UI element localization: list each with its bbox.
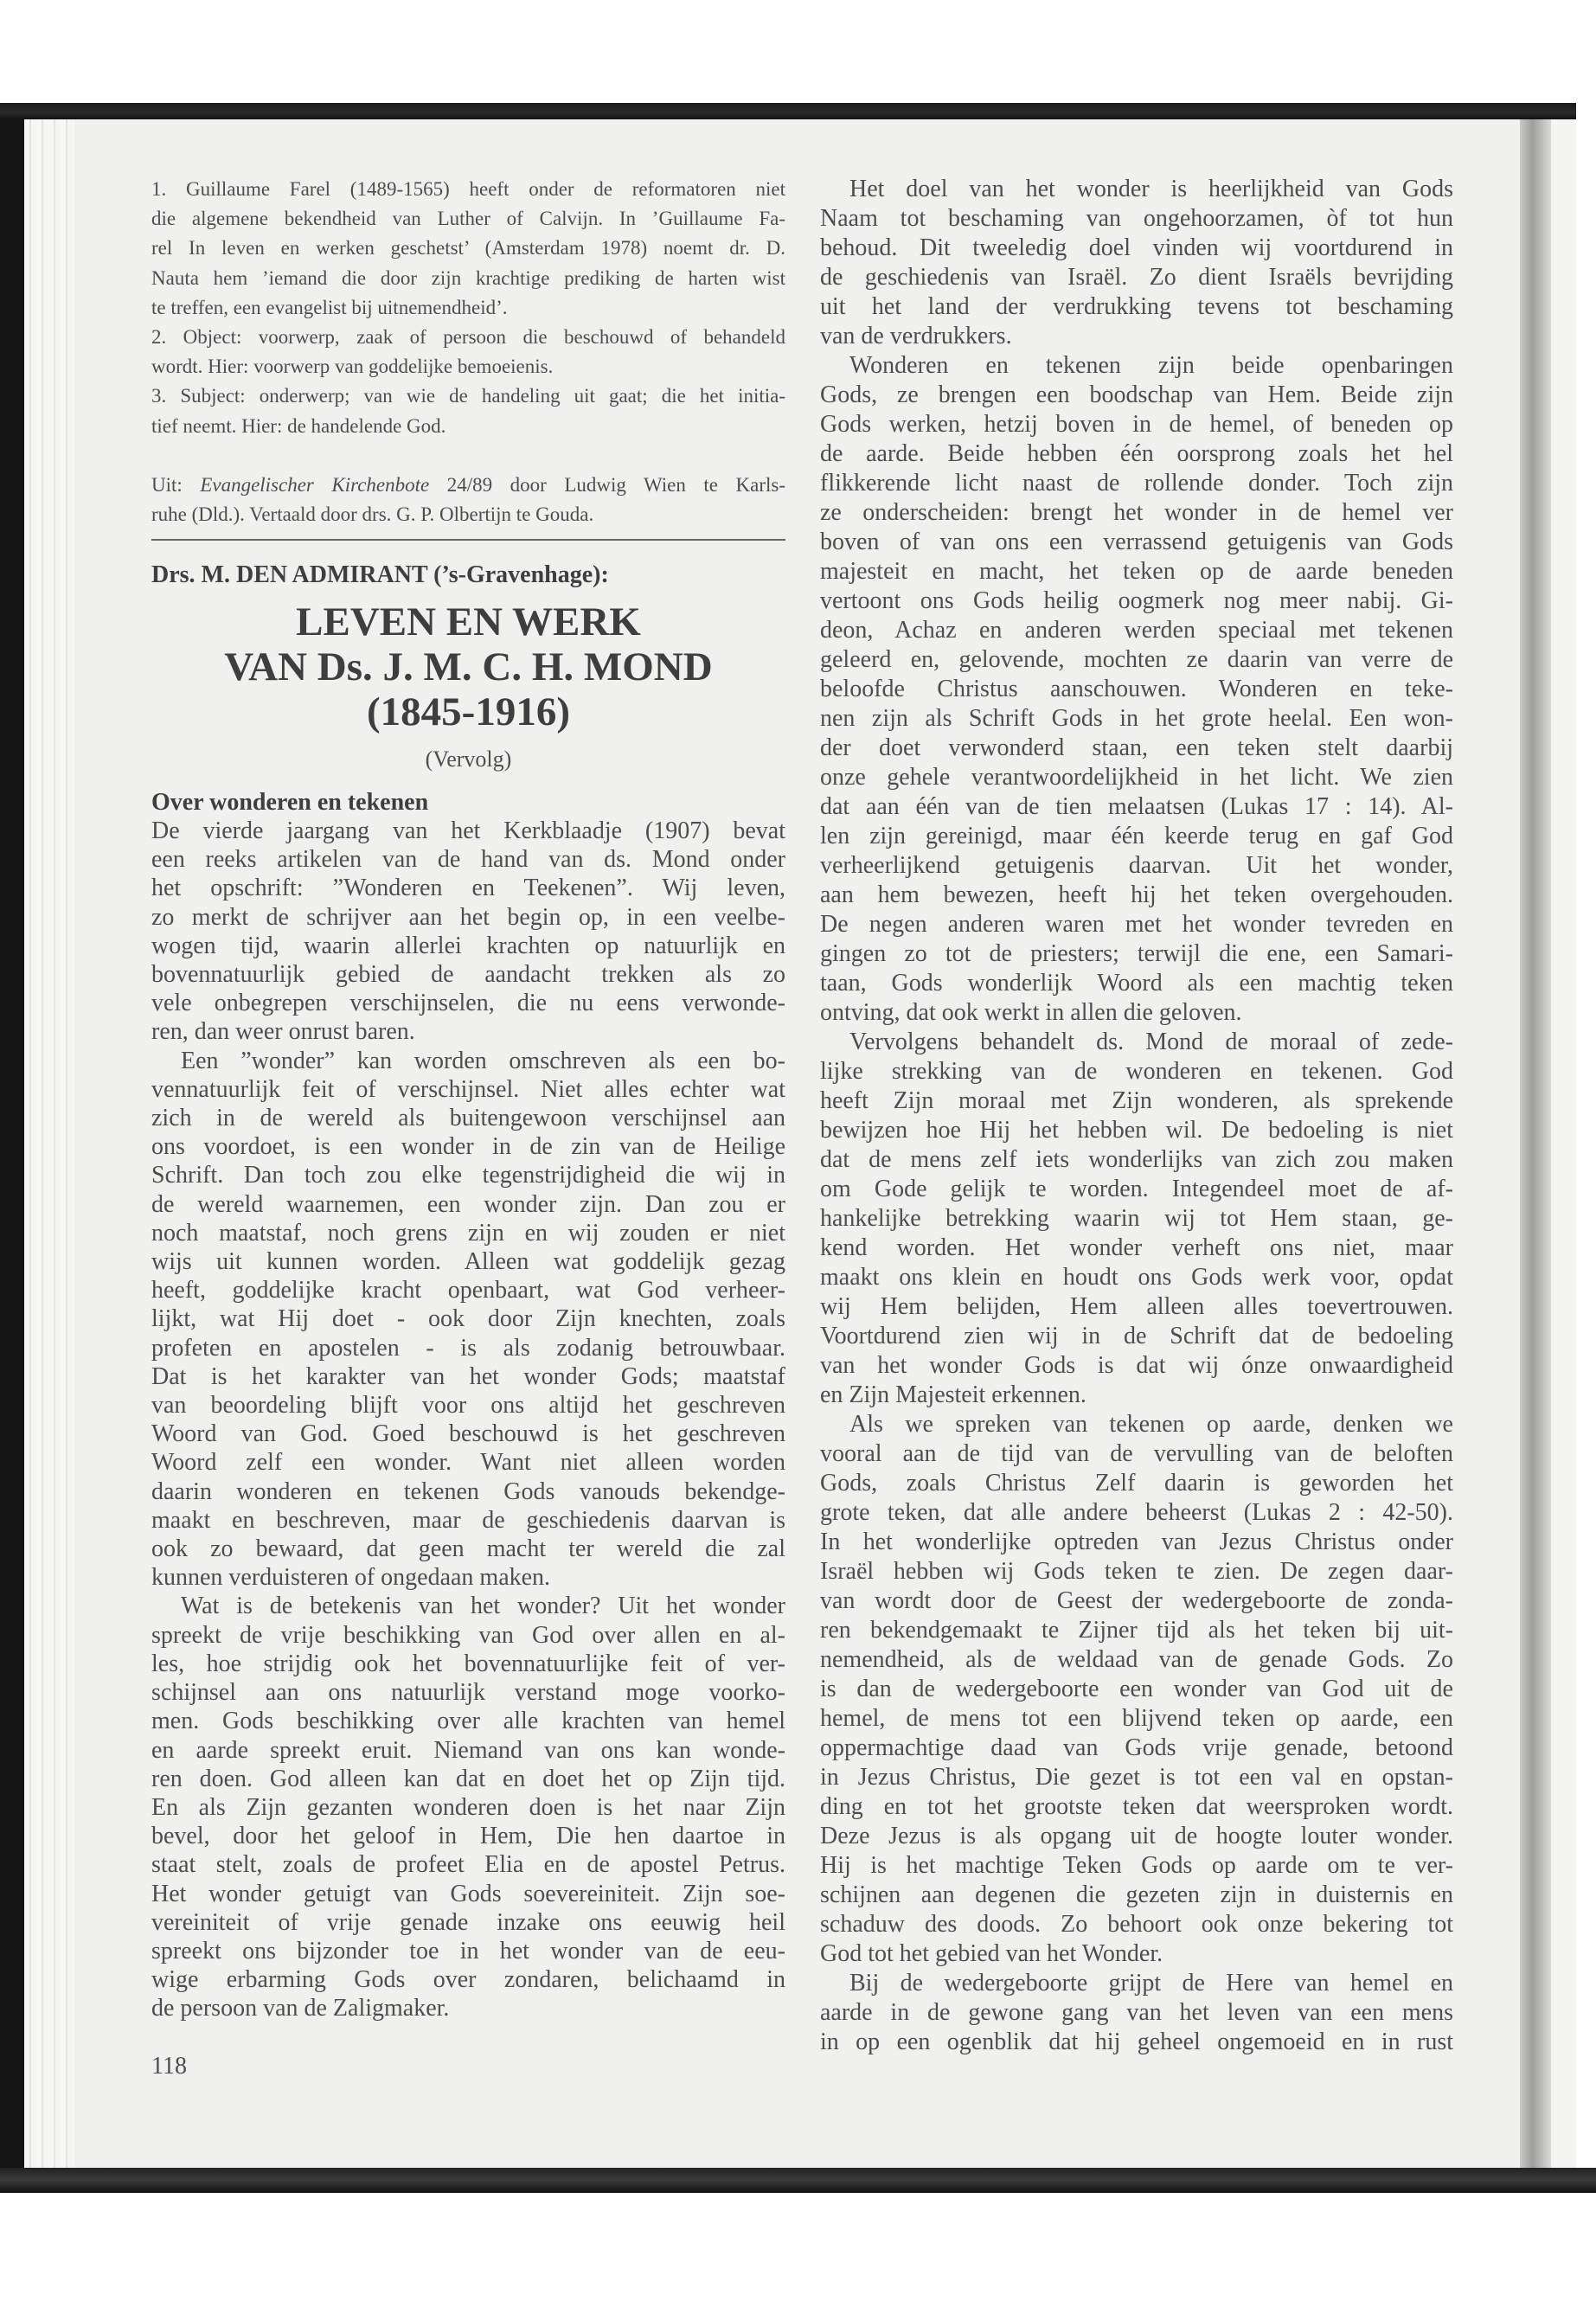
text-line: hankelijke betrekking waarin wij tot Hem staan, ge- [820,1205,1453,1232]
text-line: rel In leven en werken geschetst’ (Amsterdam 1978) noemt dr. D. [151,237,785,260]
text-line: Dat is het karakter van het wonder Gods; maatstaf [151,1362,785,1390]
text-line: ren bekendgemaakt te Zijner tijd als het teken bij uit- [820,1617,1453,1644]
text-line: de persoon van de Zaligmaker. [151,1995,450,2022]
text-line: lijkt, wat Hij doet - ook door Zijn knechten, zoals [151,1305,785,1333]
text-line: Woord van God. Goed beschouwd is het geschreven [151,1420,785,1448]
text-line: die algemene bekendheid van Luther of Calvijn. In ’Guillaume Fa- [151,208,785,230]
text-line: ding en tot het grootste teken dat weersproken wordt. [820,1793,1453,1820]
text-line: bevel, door het geloof in Hem, Die hen daartoe in [151,1823,785,1850]
spacer [151,441,785,471]
text-line: vertoont ons Gods heilig oogmerk nog meer nabij. Gi- [820,587,1453,614]
text-line: Het doel van het wonder is heerlijkheid van Gods [849,176,1453,202]
text-line: taan, Gods wonderlijk Woord als een machtig teken [820,970,1453,997]
text-line: De negen anderen waren met het wonder tevreden en [820,911,1453,938]
continued-label: (Vervolg) [425,747,512,772]
text-line: het opschrift: ”Wonderen en Teekenen”. Wij leven, [151,875,785,902]
text-line: flikkerende licht naast de rollende donder. Toch zijn [820,470,1453,497]
text-line: vereiniteit of vrije genade inzake ons eeuwig heil [151,1908,785,1936]
text-line: Als we spreken van tekenen op aarde, denken we [849,1411,1453,1438]
text-line: in Jezus Christus, Die gezet is tot een val en opstan- [820,1764,1453,1791]
text-line: Het wonder getuigt van Gods soevereiniteit. Zijn soe- [151,1880,785,1907]
text-line: ook zo bewaard, dat geen macht ter wereld die zal [151,1535,785,1563]
text-line: aan hem bewezen, heeft hij het teken overgehouden. [820,881,1453,908]
article-author: Drs. M. DEN ADMIRANT (’s-Gravenhage): [151,561,609,588]
text-line: les, hoe strijdig ook het bovennatuurlijke feit of ver- [151,1650,785,1677]
text-line: der doet verwonderd staan, een teken stelt daarbij [820,734,1453,761]
text-line: maakt en beschreven, maar de geschiedenis daarvan is [151,1506,785,1534]
left-column-body [151,817,785,2023]
paragraph [151,323,785,381]
text-line: ren, dan weer onrust baren. [151,1018,415,1046]
text-line: wij Hem belijden, Hem alleen alles toevertrouwen. [820,1293,1453,1320]
text-line: En als Zijn gezanten wonderen doen is het naar Zijn [151,1793,785,1821]
text-line: de wereld waarnemen, een wonder zijn. Dan zou er [151,1190,785,1218]
text-line: nemendheid, als de weldaad van de genade Gods. Zo [820,1646,1453,1673]
text-line: lijke strekking van de wonderen en tekenen. God [820,1058,1453,1085]
divider-rule [151,539,785,541]
text-line: te treffen, een evangelist bij uitnemendheid’. [151,296,508,318]
text-line: Deze Jezus is als opgang uit de hoogte louter wonder. [820,1823,1453,1849]
text-line: verheerlijkend getuigenis daarvan. Uit het wonder, [820,852,1453,879]
source-prefix: Uit: [151,474,201,497]
text-line: grote teken, dat alle andere beheerst (Lukas 2 : 42-50). [820,1499,1453,1526]
text-line: uit het land der verdrukking tevens tot beschaming [820,293,1453,320]
text-line: boven of van ons een verrassend getuigenis van Gods [820,529,1453,555]
text-line: is dan de wedergeboorte een wonder van God uit de [820,1676,1453,1702]
right-column-body [820,175,1453,2057]
text-line: zo merkt de schrijver aan het begin op, in een veelbe- [151,903,785,931]
text-line: profeten en apostelen - is als zodanig betrouwbaar. [151,1334,785,1362]
text-line: dat aan één van de tien melaatsen (Lukas 17 : 14). Al- [820,793,1453,820]
paragraph [820,1028,1453,1410]
text-line: vennatuurlijk feit of verschijnsel. Niet alles echter wat [151,1075,785,1103]
text-line: de geschiedenis van Israël. Zo dient Israëls bevrijding [820,264,1453,291]
source-line [151,471,785,500]
text-line: van wordt door de Geest der wedergeboorte de zonda- [820,1587,1453,1614]
paragraph [151,381,785,440]
title-line: (1845-1916) [367,689,570,734]
text-line: In het wonderlijke optreden van Jezus Christus onder [820,1529,1453,1555]
source-line-2: ruhe (Dld.). Vertaald door drs. G. P. Olbertijn te Gouda. [151,503,594,526]
footnote-list [151,175,785,441]
text-line: schijnen aan degenen die gezeten zijn in duisternis en [820,1881,1453,1908]
paragraph [151,1592,785,2022]
paragraph [151,817,785,1047]
text-line: nen zijn als Schrift Gods in het grote heelal. Een won- [820,705,1453,732]
text-line: vooral aan de tijd van de vervulling van de beloften [820,1440,1453,1467]
text-line: Gods, zoals Christus Zelf daarin is geworden het [820,1470,1453,1497]
text-line: 1. Guillaume Farel (1489-1565) heeft onder de reformatoren niet [151,178,785,200]
source-publication: Evangelischer Kirchenbote [200,474,430,497]
source-rest: 24/89 door Ludwig Wien te Karls- [429,474,786,497]
text-line: ons voordoet, is een wonder in de zin van de Heilige [151,1133,785,1161]
page-number: 118 [151,2053,187,2080]
text-line: kunnen verduisteren of ongedaan maken. [151,1564,551,1592]
text-line: De vierde jaargang van het Kerkblaadje (1907) bevat [151,817,785,844]
text-line: Woord zelf een wonder. Want niet alleen worden [151,1449,785,1477]
text-line: zich in de wereld als buitengewoon verschijnsel aan [151,1105,785,1132]
text-line: Wonderen en tekenen zijn beide openbaringen [849,352,1453,379]
text-line: kend worden. Het wonder verheft ons niet, maar [820,1234,1453,1261]
section-heading: Over wonderen en tekenen [151,789,429,816]
text-line: 3. Subject: onderwerp; van wie de handeling uit gaat; die het initia- [151,385,785,407]
scan-border-top [0,103,1576,119]
text-line: deon, Achaz en anderen werden speciaal met tekenen [820,617,1453,644]
paragraph [820,175,1453,351]
paragraph [151,175,785,323]
text-line: heeft, goddelijke kracht openbaart, wat God verheer- [151,1277,785,1304]
text-line: schijnsel aan ons natuurlijk verstand moge voorko- [151,1679,785,1707]
text-line: 2. Object: voorwerp, zaak of persoon die beschouwd of behandeld [151,326,785,349]
text-line: staat stelt, zoals de profeet Elia en de apostel Petrus. [151,1851,785,1879]
text-line: wige erbarming Gods over zondaren, belichaamd in [151,1966,785,1994]
page-edge-right [1551,119,1576,2168]
paragraph [820,1410,1453,1969]
text-line: tief neemt. Hier: de handelende God. [151,414,446,437]
text-line: Wat is de betekenis van het wonder? Uit het wonder [181,1593,785,1620]
text-line: bovennatuurlijk gebied de aandacht trekken als zo [151,961,785,989]
text-line: en aarde spreekt eruit. Niemand van ons kan wonde- [151,1736,785,1764]
text-line: Een ”wonder” kan worden omschreven als een bo- [181,1047,785,1074]
text-line: noch maatstaf, noch grens zijn en wij zouden er niet [151,1219,785,1247]
page-edges-left [24,119,74,2168]
text-line: God tot het gebied van het Wonder. [820,1940,1163,1967]
text-line: en Zijn Majesteit erkennen. [820,1381,1086,1408]
text-line: Bij de wedergeboorte grijpt de Here van hemel en [849,1970,1453,1997]
text-line: Hij is het machtige Teken Gods op aarde om te ver- [820,1852,1453,1879]
text-line: vele onbegrepen verschijnselen, die nu eens verwonde- [151,990,785,1017]
text-line: Israël hebben wij Gods teken te zien. De zegen daar- [820,1558,1453,1585]
text-line: behoud. Dit tweeledig doel vinden wij voortdurend in [820,234,1453,261]
text-line: wogen tijd, waarin allerlei krachten op natuurlijk en [151,932,785,959]
text-line: Schrift. Dan toch zou elke tegenstrijdigheid die wij in [151,1162,785,1189]
text-line: aarde in de gewone gang van het leven van een mens [820,1999,1453,2026]
text-line: beloofde Christus aanschouwen. Wonderen en teke- [820,676,1453,702]
text-line: Nauta hem ’iemand die door zijn krachtige prediking de harten wist [151,266,785,289]
text-line: Gods werken, hetzij boven in de hemel, of beneden op [820,411,1453,438]
text-line: schaduw des doods. Zo behoort ook onze bekering tot [820,1911,1453,1938]
text-line: men. Gods beschikking over alle krachten van hemel [151,1708,785,1735]
title-line: VAN Ds. J. M. C. H. MOND [224,644,713,689]
text-line: maakt ons klein en houdt ons Gods werk voor, opdat [820,1264,1453,1291]
paragraph [151,1047,785,1593]
text-line: bewijzen hoe Hij het hebben wil. De bedoeling is niet [820,1117,1453,1144]
text-line: gingen zo tot de priesters; terwijl die ene, een Samari- [820,940,1453,967]
text-line: wordt. Hier: voorwerp van goddelijke bemoeienis. [151,356,554,378]
text-line: in op een ogenblik dat hij geheel ongemoeid en in rust [820,2029,1453,2055]
scan-border-left [0,104,24,2193]
text-line: oppermachtige daad van Gods vrije genade, betoond [820,1734,1453,1761]
text-line: hemel, de mens tot een blijvend teken op aarde, een [820,1705,1453,1732]
text-line: spreekt de vrije beschikking van God over allen en al- [151,1621,785,1649]
text-line: ze onderscheiden: brengt het wonder in de hemel ver [820,499,1453,526]
page-edge-right-shadow [1520,119,1551,2168]
text-line: een reeks artikelen van de hand van ds. Mond onder [151,846,785,874]
text-line: len zijn gereinigd, maar één keerde terug en gaf God [820,823,1453,849]
paragraph [820,351,1453,1028]
text-line: ontving, dat ook werkt in allen die geloven. [820,999,1242,1026]
text-line: dat de mens zelf iets wonderlijks van zich zou maken [820,1146,1453,1173]
text-line: Voortdurend zien wij in de Schrift dat de bedoeling [820,1323,1453,1349]
text-line: onze gehele verantwoordelijkheid in het licht. We zien [820,764,1453,791]
text-line: daarin wonderen en tekenen Gods vanouds bekendge- [151,1477,785,1505]
text-line: van het wonder Gods is dat wij ónze onwaardigheid [820,1352,1453,1379]
text-line: spreekt ons bijzonder toe in het wonder van de eeu- [151,1937,785,1965]
text-line: majesteit en macht, het teken op de aarde beneden [820,558,1453,585]
text-line: Vervolgens behandelt ds. Mond de moraal of zede- [849,1029,1453,1055]
text-line: van de verdrukkers. [820,323,1012,349]
paragraph [820,1969,1453,2057]
text-line: om Gode gelijk te worden. Integendeel moet de af- [820,1176,1453,1202]
footnotes [151,175,785,529]
title-line: LEVEN EN WERK [296,599,641,644]
article-title [151,599,785,734]
text-line: ren doen. God alleen kan dat en doet het op Zijn tijd. [151,1765,785,1792]
text-line: wijs uit kunnen worden. Alleen wat goddelijk gezag [151,1248,785,1276]
text-line: Gods, ze brengen een boodschap van Hem. Beide zijn [820,381,1453,408]
text-line: Naam tot beschaming van ongehoorzamen, òf tot hun [820,205,1453,232]
text-line: de aarde. Beide hebben één oorsprong zoals het hel [820,440,1453,467]
text-line: van beoordeling blijft voor ons altijd het geschreven [151,1392,785,1420]
text-line: geleerd en, gelovende, mochten ze daarin van verre de [820,646,1453,673]
scan-border-bottom [0,2168,1596,2193]
text-line: heeft Zijn moraal met Zijn wonderen, als sprekende [820,1087,1453,1114]
